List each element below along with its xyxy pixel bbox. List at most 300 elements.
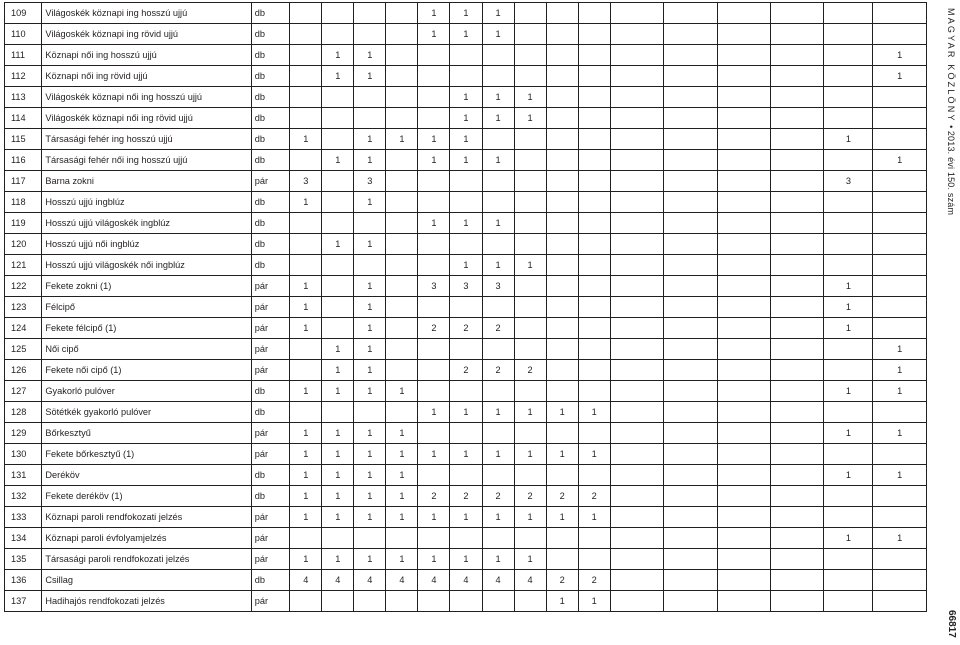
quantity-cell (610, 549, 663, 570)
quantity-cell (873, 318, 927, 339)
quantity-cell (610, 108, 663, 129)
quantity-cell (482, 591, 514, 612)
quantity-cell (664, 297, 717, 318)
quantity-cell (717, 528, 770, 549)
quantity-cell (717, 465, 770, 486)
quantity-cell (418, 297, 450, 318)
item-unit: pár (251, 276, 289, 297)
quantity-cell (664, 444, 717, 465)
quantity-cell (610, 87, 663, 108)
row-number: 131 (5, 465, 42, 486)
quantity-cell: 1 (824, 381, 873, 402)
quantity-cell (450, 423, 482, 444)
quantity-cell (717, 381, 770, 402)
quantity-cell: 2 (578, 570, 610, 591)
item-name: Világoskék köznapi női ing rövid ujjú (42, 108, 251, 129)
table-row (5, 423, 927, 444)
quantity-cell: 1 (290, 465, 322, 486)
quantity-cell: 1 (354, 381, 386, 402)
quantity-cell (610, 570, 663, 591)
table-row (5, 87, 927, 108)
quantity-cell (578, 66, 610, 87)
item-unit: db (251, 570, 289, 591)
quantity-cell (873, 192, 927, 213)
quantity-cell (824, 507, 873, 528)
quantity-cell (450, 45, 482, 66)
row-number: 120 (5, 234, 42, 255)
quantity-cell (514, 3, 546, 24)
quantity-cell (450, 297, 482, 318)
row-number: 121 (5, 255, 42, 276)
quantity-cell (610, 339, 663, 360)
quantity-cell: 1 (418, 3, 450, 24)
row-number: 119 (5, 213, 42, 234)
quantity-cell (717, 570, 770, 591)
quantity-cell: 1 (450, 3, 482, 24)
quantity-cell (514, 171, 546, 192)
quantity-cell (482, 45, 514, 66)
quantity-cell: 1 (450, 444, 482, 465)
table-row (5, 339, 927, 360)
quantity-cell (717, 549, 770, 570)
quantity-cell: 1 (482, 402, 514, 423)
quantity-cell (418, 465, 450, 486)
quantity-cell (664, 381, 717, 402)
item-unit: pár (251, 360, 289, 381)
quantity-cell (873, 171, 927, 192)
quantity-cell (824, 24, 873, 45)
quantity-cell (770, 465, 823, 486)
quantity-cell (717, 45, 770, 66)
allowance-table (4, 2, 927, 612)
quantity-cell (770, 234, 823, 255)
quantity-cell (514, 192, 546, 213)
quantity-cell (546, 423, 578, 444)
item-unit: db (251, 486, 289, 507)
quantity-cell (664, 150, 717, 171)
quantity-cell: 1 (546, 444, 578, 465)
quantity-cell (824, 486, 873, 507)
quantity-cell (418, 192, 450, 213)
quantity-cell (664, 486, 717, 507)
quantity-cell (610, 297, 663, 318)
row-number: 125 (5, 339, 42, 360)
quantity-cell (873, 213, 927, 234)
item-name: Köznapi női ing hosszú ujjú (42, 45, 251, 66)
quantity-cell: 2 (418, 318, 450, 339)
quantity-cell (482, 381, 514, 402)
item-unit: db (251, 255, 289, 276)
quantity-cell (514, 45, 546, 66)
table-row (5, 528, 927, 549)
quantity-cell: 1 (482, 444, 514, 465)
item-name: Fekete félcipő (1) (42, 318, 251, 339)
quantity-cell: 1 (354, 339, 386, 360)
quantity-cell (610, 255, 663, 276)
quantity-cell (717, 255, 770, 276)
quantity-cell: 1 (514, 444, 546, 465)
quantity-cell (770, 339, 823, 360)
quantity-cell (322, 129, 354, 150)
quantity-cell: 1 (290, 423, 322, 444)
quantity-cell (322, 24, 354, 45)
quantity-cell: 3 (354, 171, 386, 192)
row-number: 130 (5, 444, 42, 465)
quantity-cell (717, 402, 770, 423)
quantity-cell (322, 3, 354, 24)
quantity-cell (717, 297, 770, 318)
row-number: 136 (5, 570, 42, 591)
quantity-cell: 2 (578, 486, 610, 507)
quantity-cell (610, 171, 663, 192)
item-name: Társasági paroli rendfokozati jelzés (42, 549, 251, 570)
quantity-cell (546, 381, 578, 402)
quantity-cell (770, 24, 823, 45)
quantity-cell: 1 (824, 276, 873, 297)
item-unit: db (251, 213, 289, 234)
quantity-cell (717, 150, 770, 171)
quantity-cell (290, 255, 322, 276)
quantity-cell (664, 66, 717, 87)
quantity-cell (717, 129, 770, 150)
quantity-cell (578, 87, 610, 108)
quantity-cell (514, 213, 546, 234)
row-number: 124 (5, 318, 42, 339)
quantity-cell: 1 (322, 339, 354, 360)
quantity-cell: 1 (824, 465, 873, 486)
row-number: 117 (5, 171, 42, 192)
quantity-cell (578, 108, 610, 129)
item-name: Hosszú ujjú világoskék ingblúz (42, 213, 251, 234)
quantity-cell (717, 24, 770, 45)
item-name: Hosszú ujjú női ingblúz (42, 234, 251, 255)
quantity-cell (354, 255, 386, 276)
quantity-cell (610, 213, 663, 234)
table-row (5, 549, 927, 570)
item-name: Fekete női cipő (1) (42, 360, 251, 381)
quantity-cell (610, 66, 663, 87)
quantity-cell (418, 234, 450, 255)
quantity-cell: 1 (450, 108, 482, 129)
quantity-cell (610, 528, 663, 549)
quantity-cell: 2 (482, 360, 514, 381)
quantity-cell (450, 381, 482, 402)
quantity-cell (717, 171, 770, 192)
quantity-cell (770, 87, 823, 108)
quantity-cell (664, 87, 717, 108)
quantity-cell: 2 (514, 360, 546, 381)
item-unit: db (251, 465, 289, 486)
quantity-cell (578, 24, 610, 45)
quantity-cell (386, 24, 418, 45)
quantity-cell (717, 444, 770, 465)
row-number: 113 (5, 87, 42, 108)
item-unit: pár (251, 591, 289, 612)
quantity-cell (354, 87, 386, 108)
table-row (5, 150, 927, 171)
quantity-cell: 1 (578, 402, 610, 423)
quantity-cell: 1 (354, 486, 386, 507)
quantity-cell (514, 591, 546, 612)
item-name: Hosszú ujjú világoskék női ingblúz (42, 255, 251, 276)
quantity-cell (322, 318, 354, 339)
quantity-cell: 1 (290, 549, 322, 570)
quantity-cell: 1 (482, 549, 514, 570)
quantity-cell (546, 276, 578, 297)
quantity-cell (546, 339, 578, 360)
quantity-cell: 1 (354, 150, 386, 171)
item-name: Köznapi paroli évfolyamjelzés (42, 528, 251, 549)
row-number: 133 (5, 507, 42, 528)
quantity-cell (717, 192, 770, 213)
quantity-cell (450, 66, 482, 87)
quantity-cell (514, 423, 546, 444)
quantity-cell: 1 (514, 255, 546, 276)
quantity-cell (386, 192, 418, 213)
quantity-cell (770, 486, 823, 507)
quantity-cell (386, 66, 418, 87)
table-row (5, 444, 927, 465)
quantity-cell: 3 (290, 171, 322, 192)
quantity-cell: 2 (418, 486, 450, 507)
item-unit: db (251, 87, 289, 108)
quantity-cell: 2 (546, 486, 578, 507)
quantity-cell (418, 108, 450, 129)
quantity-cell (546, 171, 578, 192)
quantity-cell: 1 (418, 213, 450, 234)
row-number: 115 (5, 129, 42, 150)
quantity-cell: 2 (514, 486, 546, 507)
quantity-cell (824, 3, 873, 24)
quantity-cell (610, 360, 663, 381)
table-row (5, 402, 927, 423)
quantity-cell (610, 276, 663, 297)
quantity-cell (546, 528, 578, 549)
item-unit: db (251, 234, 289, 255)
item-unit: db (251, 66, 289, 87)
quantity-cell (546, 108, 578, 129)
quantity-cell (482, 129, 514, 150)
quantity-cell: 1 (354, 129, 386, 150)
table-row (5, 234, 927, 255)
quantity-cell (322, 255, 354, 276)
quantity-cell (610, 45, 663, 66)
item-unit: db (251, 192, 289, 213)
table-row (5, 129, 927, 150)
quantity-cell (770, 171, 823, 192)
quantity-cell: 1 (873, 66, 927, 87)
quantity-cell: 4 (322, 570, 354, 591)
table-row (5, 108, 927, 129)
quantity-cell (664, 192, 717, 213)
quantity-cell: 1 (290, 297, 322, 318)
quantity-cell: 1 (354, 66, 386, 87)
quantity-cell (578, 255, 610, 276)
quantity-cell (514, 129, 546, 150)
quantity-cell (386, 213, 418, 234)
quantity-cell (322, 402, 354, 423)
quantity-cell (610, 150, 663, 171)
header-separator: • (946, 125, 956, 129)
quantity-cell (717, 591, 770, 612)
quantity-cell (418, 339, 450, 360)
quantity-cell (824, 360, 873, 381)
table-row (5, 66, 927, 87)
quantity-cell (578, 297, 610, 318)
quantity-cell: 1 (290, 318, 322, 339)
quantity-cell (578, 234, 610, 255)
row-number: 111 (5, 45, 42, 66)
quantity-cell: 1 (386, 465, 418, 486)
quantity-cell (873, 3, 927, 24)
item-name: Félcipő (42, 297, 251, 318)
issue-number: 2013. évi 150. szám (946, 130, 956, 216)
quantity-cell: 4 (290, 570, 322, 591)
quantity-cell (717, 276, 770, 297)
quantity-cell (354, 24, 386, 45)
quantity-cell (546, 234, 578, 255)
quantity-cell (290, 66, 322, 87)
quantity-cell (450, 528, 482, 549)
quantity-cell (386, 318, 418, 339)
quantity-cell: 1 (354, 507, 386, 528)
quantity-cell: 1 (873, 360, 927, 381)
quantity-cell: 1 (354, 549, 386, 570)
quantity-cell (546, 192, 578, 213)
quantity-cell (450, 234, 482, 255)
item-name: Fekete deréköv (1) (42, 486, 251, 507)
quantity-cell (546, 255, 578, 276)
table-row (5, 3, 927, 24)
quantity-cell (664, 213, 717, 234)
quantity-cell: 1 (824, 423, 873, 444)
quantity-cell (386, 108, 418, 129)
quantity-cell (824, 87, 873, 108)
quantity-cell: 1 (322, 486, 354, 507)
table-row (5, 465, 927, 486)
quantity-cell: 3 (450, 276, 482, 297)
quantity-cell (290, 213, 322, 234)
quantity-cell (482, 234, 514, 255)
quantity-cell: 1 (450, 24, 482, 45)
publication-title: MAGYAR KÖZLÖNY (946, 8, 956, 123)
quantity-cell: 4 (354, 570, 386, 591)
item-name: Sötétkék gyakorló pulóver (42, 402, 251, 423)
item-unit: db (251, 24, 289, 45)
quantity-cell: 1 (514, 507, 546, 528)
item-unit: pár (251, 423, 289, 444)
quantity-cell (514, 318, 546, 339)
quantity-cell (664, 171, 717, 192)
item-name: Társasági fehér női ing hosszú ujjú (42, 150, 251, 171)
quantity-cell: 1 (322, 150, 354, 171)
quantity-cell (610, 591, 663, 612)
table-row (5, 591, 927, 612)
quantity-cell (514, 150, 546, 171)
quantity-cell: 1 (354, 297, 386, 318)
quantity-cell (418, 591, 450, 612)
quantity-cell: 1 (290, 486, 322, 507)
quantity-cell (717, 360, 770, 381)
quantity-cell (322, 528, 354, 549)
item-unit: db (251, 129, 289, 150)
quantity-cell (770, 402, 823, 423)
quantity-cell (610, 444, 663, 465)
quantity-cell (578, 3, 610, 24)
quantity-cell (873, 24, 927, 45)
table-body (5, 3, 927, 612)
quantity-cell (770, 381, 823, 402)
row-number: 109 (5, 3, 42, 24)
quantity-cell (717, 507, 770, 528)
quantity-cell (418, 360, 450, 381)
quantity-cell (664, 465, 717, 486)
quantity-cell (482, 297, 514, 318)
quantity-cell: 1 (322, 66, 354, 87)
quantity-cell (664, 528, 717, 549)
page-number (944, 610, 960, 644)
quantity-cell (664, 570, 717, 591)
quantity-cell (610, 402, 663, 423)
quantity-cell: 1 (290, 381, 322, 402)
quantity-cell (418, 528, 450, 549)
quantity-cell: 1 (824, 297, 873, 318)
quantity-cell: 1 (418, 507, 450, 528)
quantity-cell (664, 360, 717, 381)
quantity-cell (664, 3, 717, 24)
quantity-cell (578, 129, 610, 150)
quantity-cell: 4 (482, 570, 514, 591)
quantity-cell: 1 (578, 444, 610, 465)
item-name: Köznapi női ing rövid ujjú (42, 66, 251, 87)
quantity-cell: 1 (290, 444, 322, 465)
quantity-cell: 1 (386, 423, 418, 444)
quantity-cell: 4 (450, 570, 482, 591)
quantity-cell (514, 465, 546, 486)
quantity-cell (770, 423, 823, 444)
quantity-cell: 1 (482, 507, 514, 528)
item-name: Barna zokni (42, 171, 251, 192)
row-number: 122 (5, 276, 42, 297)
quantity-cell (770, 297, 823, 318)
quantity-cell (717, 87, 770, 108)
quantity-cell: 1 (873, 528, 927, 549)
quantity-cell (873, 549, 927, 570)
item-name: Világoskék köznapi női ing hosszú ujjú (42, 87, 251, 108)
quantity-cell: 2 (482, 318, 514, 339)
quantity-cell: 1 (482, 150, 514, 171)
quantity-cell: 1 (386, 444, 418, 465)
quantity-cell (386, 234, 418, 255)
quantity-cell (546, 549, 578, 570)
quantity-cell (824, 570, 873, 591)
table-row (5, 360, 927, 381)
quantity-cell (578, 465, 610, 486)
quantity-cell (450, 591, 482, 612)
quantity-cell (578, 549, 610, 570)
quantity-cell (322, 171, 354, 192)
quantity-cell (482, 192, 514, 213)
quantity-cell (514, 24, 546, 45)
quantity-cell (450, 339, 482, 360)
quantity-cell (824, 402, 873, 423)
quantity-cell: 1 (450, 129, 482, 150)
quantity-cell (873, 255, 927, 276)
quantity-cell (610, 507, 663, 528)
row-number: 137 (5, 591, 42, 612)
quantity-cell (578, 192, 610, 213)
quantity-cell (824, 66, 873, 87)
